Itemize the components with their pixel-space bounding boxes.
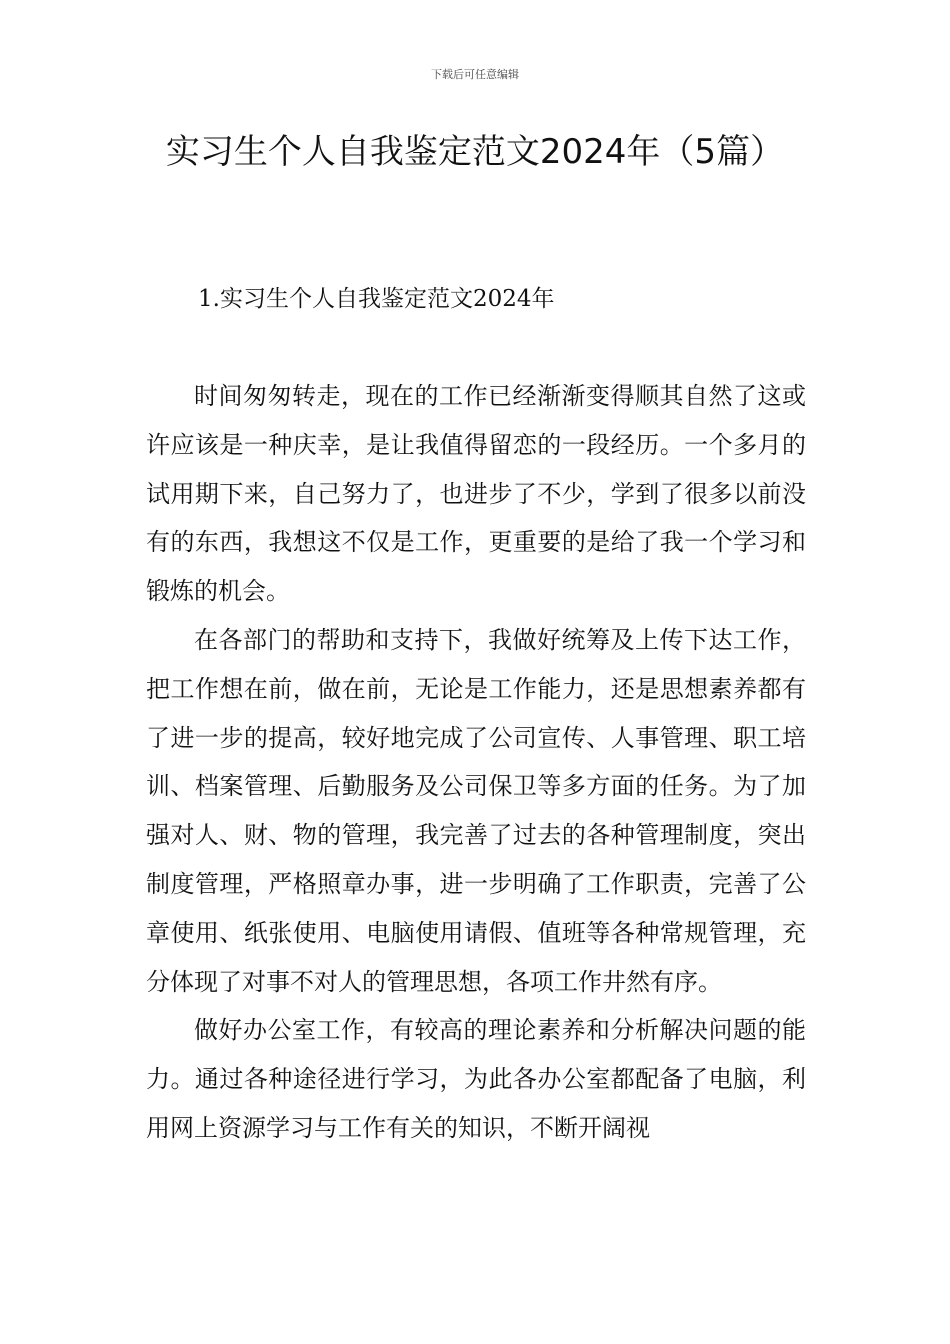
header-note: 下载后可任意编辑 [431,68,519,81]
paragraph: 在各部门的帮助和支持下，我做好统筹及上传下达工作，把工作想在前，做在前，无论是工作能力，还是思想素养都有了进一步的提高，较好地完成了公司宣传、人事管理、职工培训、档案管理、后勤服务及公司保卫等多方面的任务。为了加强对人、财、物的管理，我完善了过去的各种管理制度，突出制度管理，严格照章办事，进一步明确了工作职责，完善了公章使用、纸张使用、电脑使用请假、值班等各种常规管理，充分体现了对事不对人的管理思想，各项工作井然有序。 [146,625,806,996]
document-title: 实习生个人自我鉴定范文2024年（5篇） [165,132,785,172]
paragraph: 时间匆匆转走，现在的工作已经渐渐变得顺其自然了这或许应该是一种庆幸，是让我值得留恋的一段经历。一个多月的试用期下来，自己努力了，也进步了不少，学到了很多以前没有的东西，我想这不仅是工作，更重要的是给了我一个学习和锻炼的机会。 [146,382,806,606]
paragraph: 做好办公室工作，有较高的理论素养和分析解决问题的能力。通过各种途径进行学习，为此各办公室都配备了电脑，利用网上资源学习与工作有关的知识，不断开阔视 [146,1016,806,1142]
section-heading: 1.实习生个人自我鉴定范文2024年 [198,286,555,312]
document-body [146,372,806,1153]
